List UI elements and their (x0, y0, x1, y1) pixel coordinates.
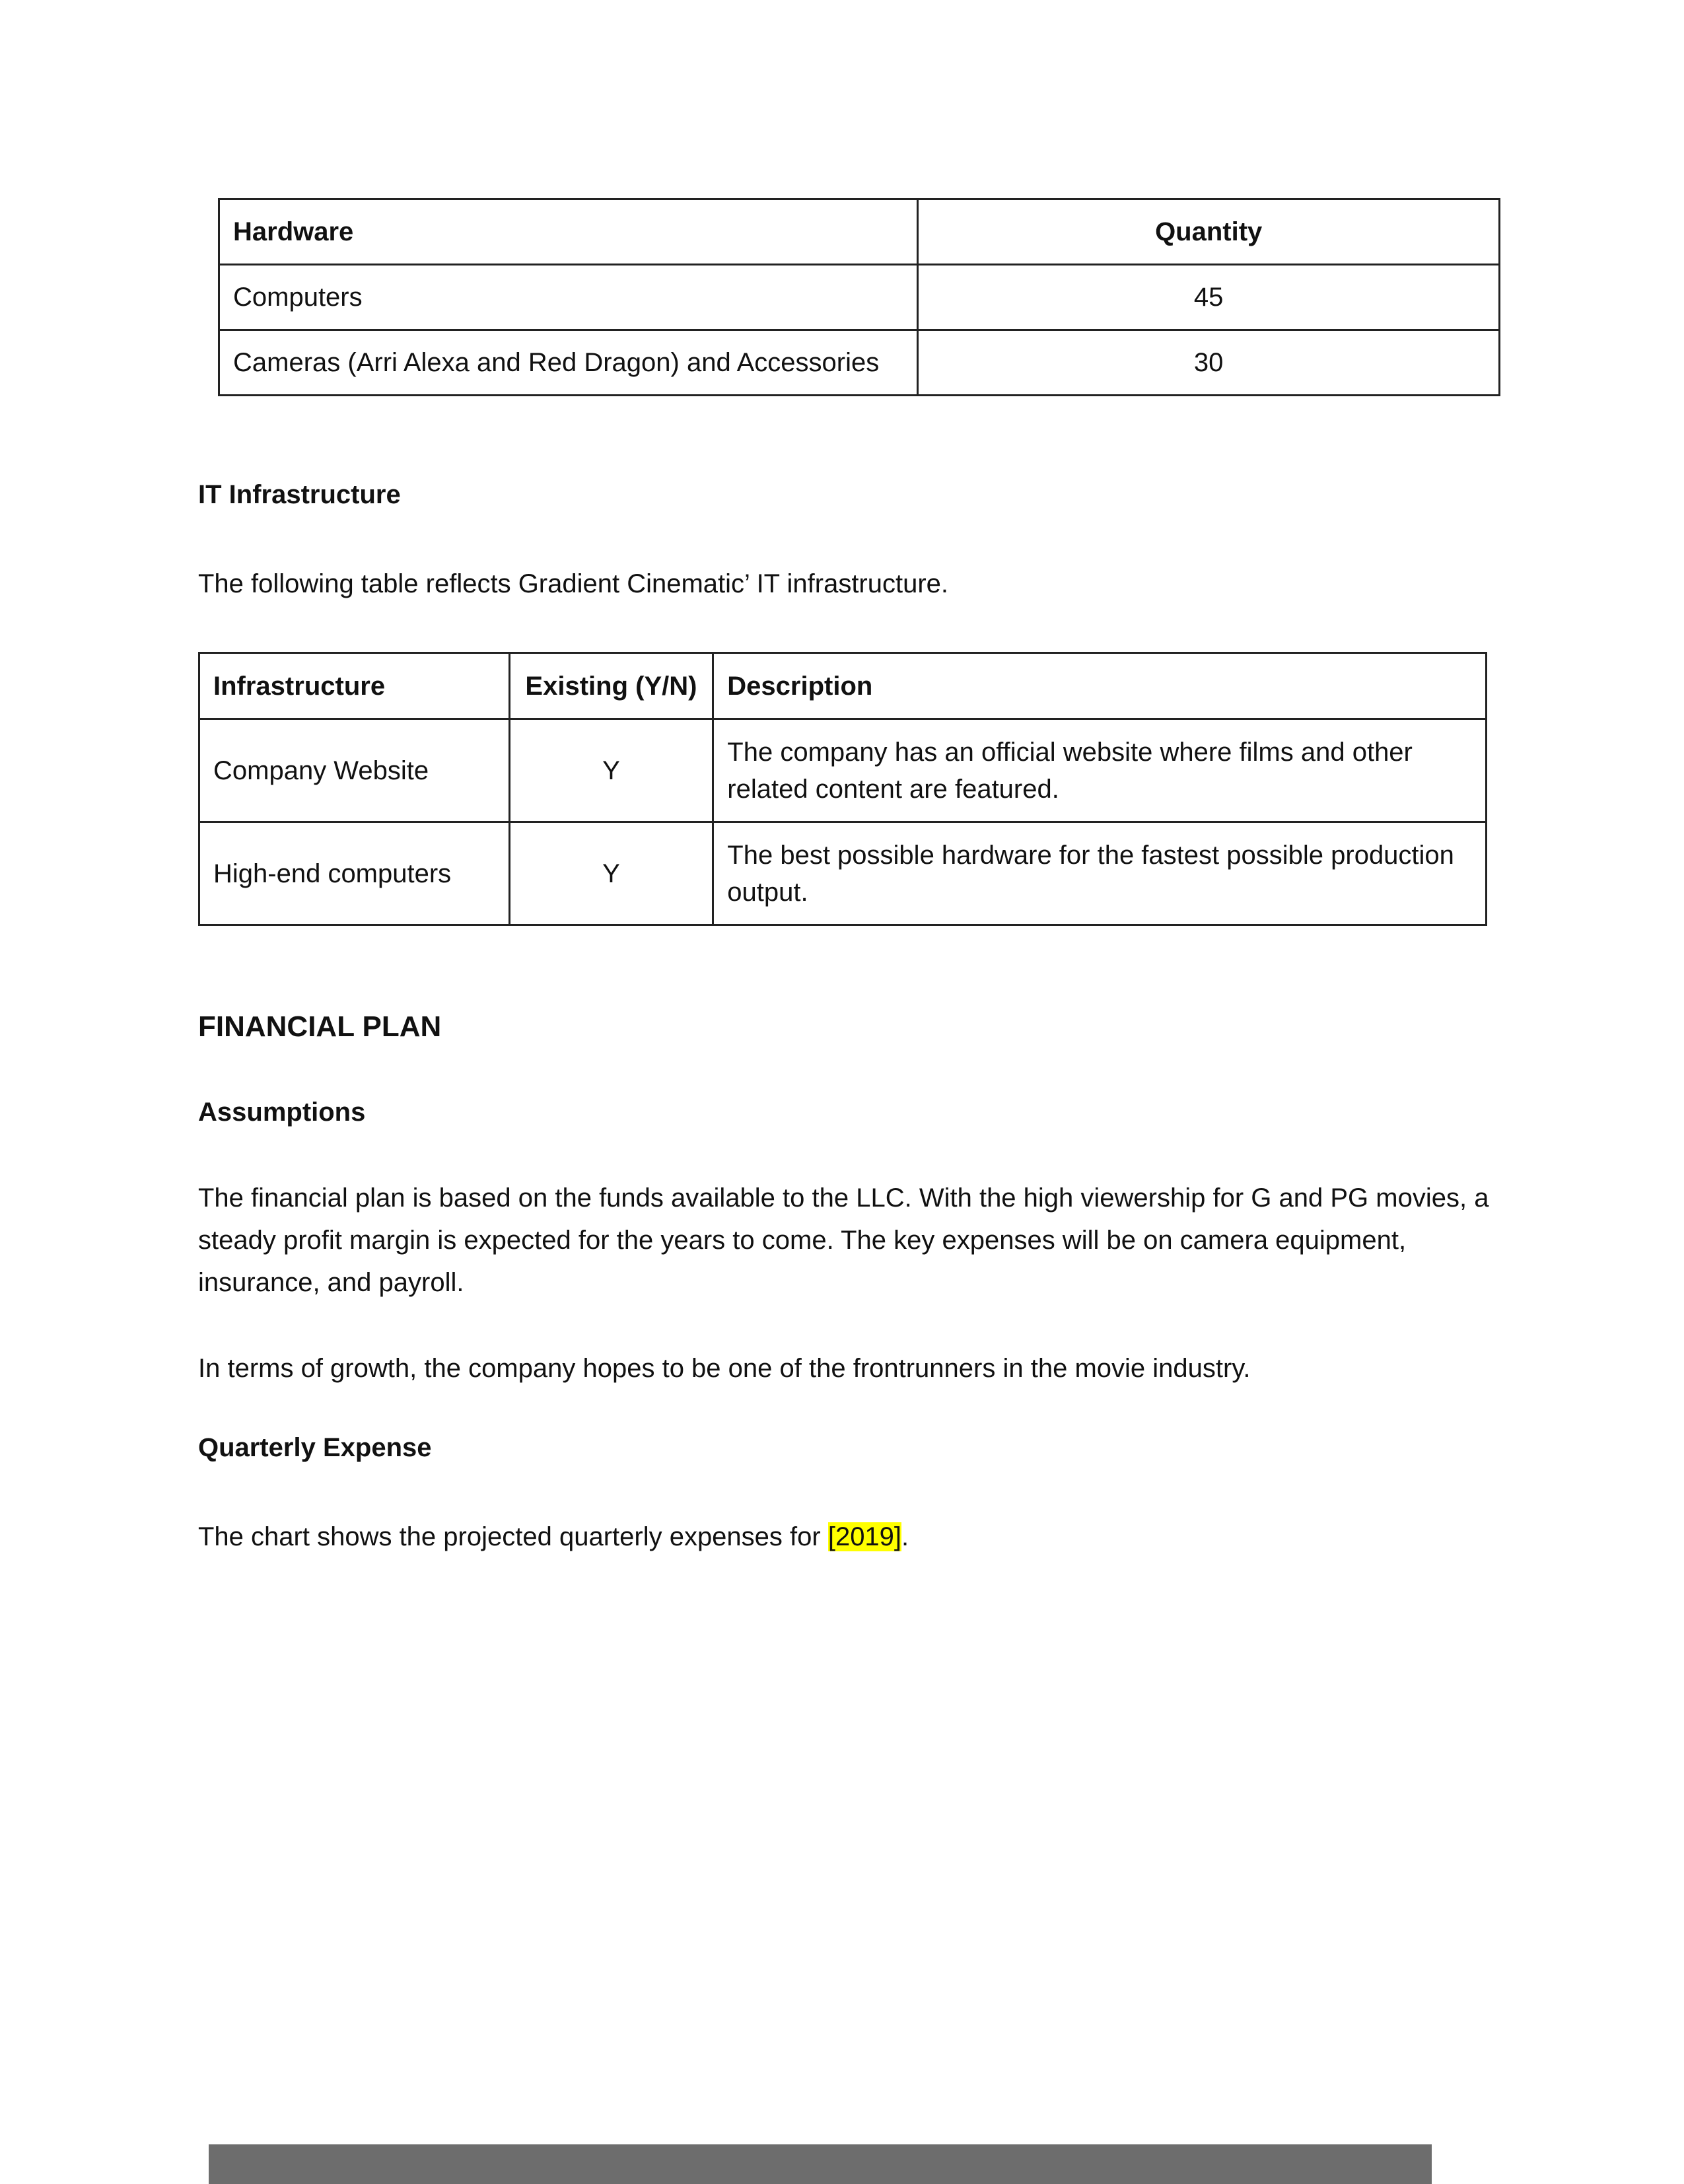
subheading-assumptions: Assumptions (198, 1098, 366, 1127)
section-heading-it-infrastructure: IT Infrastructure (198, 480, 401, 509)
infrastructure-name: Company Website (199, 719, 510, 822)
header-existing: Existing (Y/N) (509, 653, 713, 719)
table-row (219, 330, 1500, 396)
infrastructure-name: High-end computers (199, 822, 510, 925)
infrastructure-description: The best possible hardware for the fastest possible production output. (713, 822, 1487, 925)
footer-bar (209, 2144, 1432, 2184)
header-quantity: Quantity (918, 199, 1500, 265)
hardware-item: Computers (219, 265, 918, 330)
hardware-quantity: 30 (918, 330, 1500, 396)
assumptions-paragraph-2: In terms of growth, the company hopes to be one of the frontrunners in the movie industry. (198, 1354, 1251, 1383)
infrastructure-description: The company has an official website where films and other related content are featured. (713, 719, 1487, 822)
section-heading-financial-plan: FINANCIAL PLAN (198, 1010, 442, 1043)
table-row (219, 265, 1500, 330)
header-description: Description (713, 653, 1487, 719)
table-header-row (219, 199, 1500, 265)
table-row (199, 822, 1487, 925)
table-header-row (199, 653, 1487, 719)
infrastructure-existing: Y (509, 719, 713, 822)
header-infrastructure: Infrastructure (199, 653, 510, 719)
quarterly-text-prefix: The chart shows the projected quarterly expenses for (198, 1522, 828, 1551)
year-placeholder-highlight: [2019] (827, 1522, 902, 1551)
hardware-quantity: 45 (918, 265, 1500, 330)
header-hardware: Hardware (219, 199, 918, 265)
infrastructure-existing: Y (509, 822, 713, 925)
hardware-item: Cameras (Arri Alexa and Red Dragon) and Accessories (219, 330, 918, 396)
assumptions-paragraph-1: The financial plan is based on the funds available to the LLC. With the high viewership for G and PG movies, a steady profit margin is expected for the years to come. The key expenses will be on camera equipment, insurance, and payroll. (198, 1183, 1489, 1297)
it-intro-paragraph: The following table reflects Gradient Cinematic’ IT infrastructure. (198, 569, 949, 598)
table-row (199, 719, 1487, 822)
quarterly-expense-paragraph (198, 1516, 1492, 1558)
subheading-quarterly-expense: Quarterly Expense (198, 1433, 432, 1462)
quarterly-text-suffix: . (901, 1522, 909, 1551)
hardware-table (218, 198, 1500, 396)
it-infrastructure-table (198, 652, 1487, 926)
